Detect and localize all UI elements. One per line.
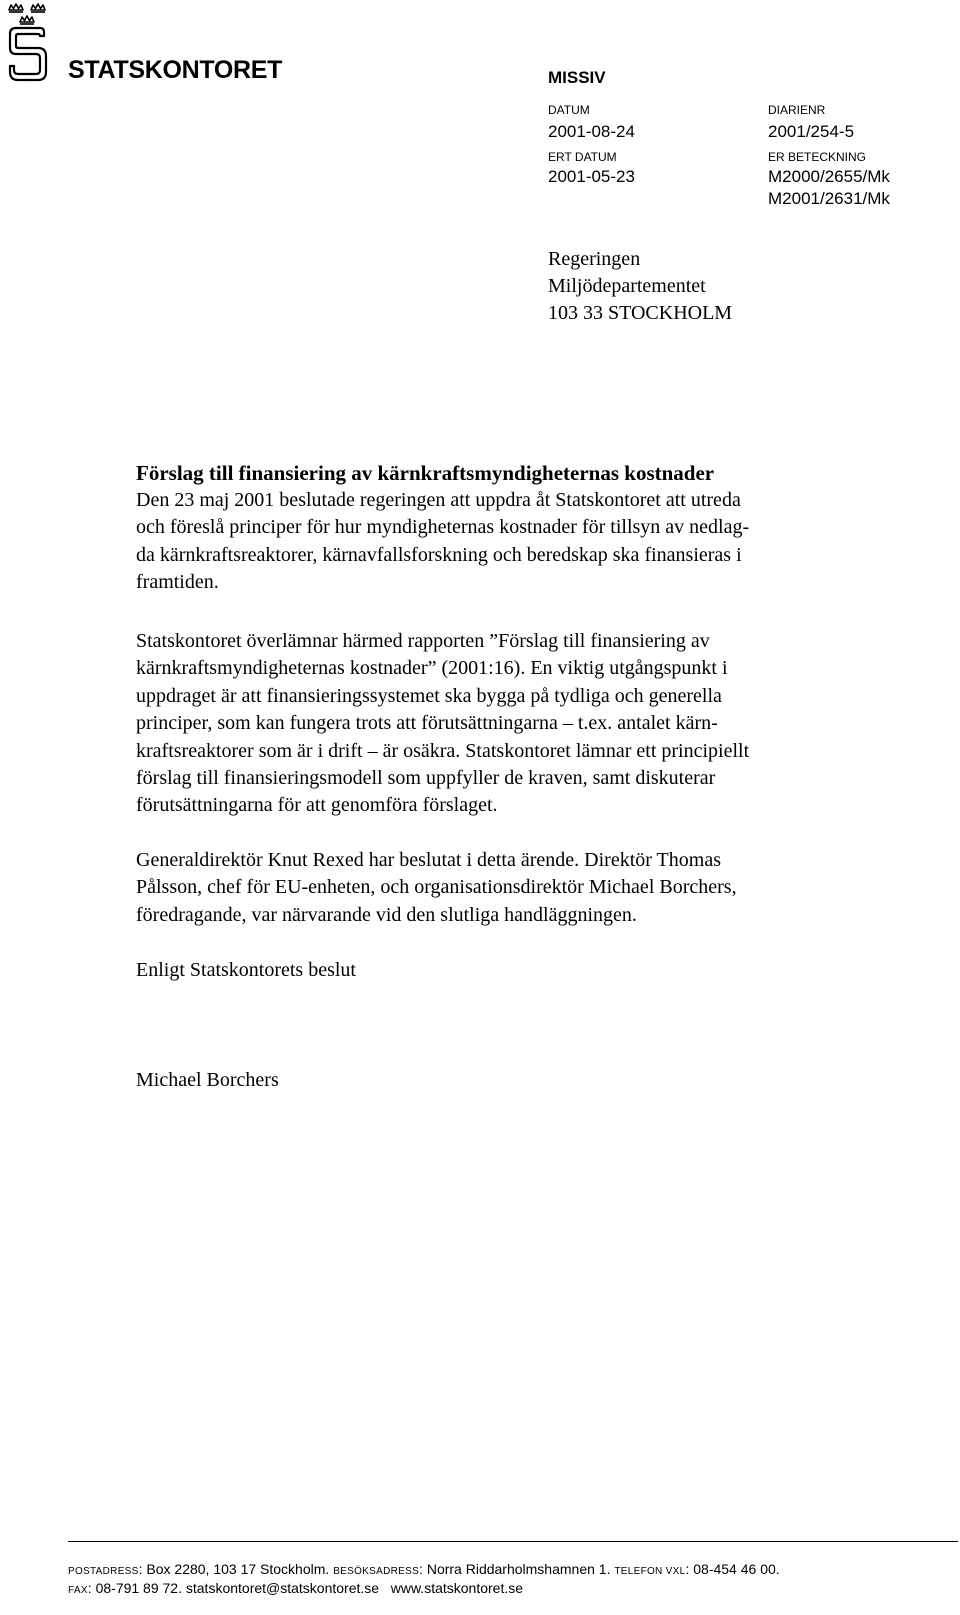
registration-number-value: 2001/254-5 [768, 122, 855, 141]
fax-value: 08-791 89 72. [95, 1580, 182, 1596]
website-link[interactable]: www.statskontoret.se [390, 1580, 524, 1596]
your-reference-value: M2000/2655/Mk [768, 167, 890, 186]
body-paragraph [136, 847, 896, 929]
date-value: 2001-08-24 [548, 122, 635, 141]
paragraph-line: uppdraget är att finansieringssystemet ska bygga på tydliga och generella [136, 684, 722, 707]
body-paragraph [136, 487, 896, 597]
paragraph-line: Pålsson, chef för EU-enheten, och organisationsdirektör Michael Borchers, [136, 876, 737, 899]
date-label: DATUM [548, 103, 590, 117]
visiting-address-label: BESÖKSADRESS [333, 1566, 420, 1577]
your-date-value: 2001-05-23 [548, 167, 635, 186]
your-date-label: ERT DATUM [548, 150, 617, 164]
document-type: MISSIV [548, 68, 606, 87]
logo-emblem-icon [6, 2, 50, 84]
paragraph-line: förslag till finansieringsmodell som uppfyller de kraven, samt diskuterar [136, 767, 716, 790]
footer-contact-line: FAX: 08-791 89 72. statskontoret@statskontoret.se www.statskontoret.se [68, 1580, 524, 1596]
paragraph-line: Den 23 maj 2001 beslutade regeringen att uppdra åt Statskontoret att utreda [136, 489, 741, 511]
paragraph-line: kärnkraftsmyndigheternas kostnader” (2001:16). En viktig utgångspunkt i [136, 657, 728, 680]
body-paragraph [136, 628, 896, 820]
phone-value: 08-454 46 00. [693, 1561, 780, 1577]
paragraph-line: Generaldirektör Knut Rexed har beslutat i detta ärende. Direktör Thomas [136, 849, 721, 871]
visiting-address-value: Norra Riddarholmshamnen 1. [426, 1561, 611, 1577]
signature-name: Michael Borchers [136, 1069, 279, 1091]
paragraph-line: förutsättningarna för att genomföra förslaget. [136, 794, 498, 817]
footer-address-line: POSTADRESS: Box 2280, 103 17 Stockholm. BESÖKSADRESS: Norra Riddarholmshamnen 1. TELEFON VXL: 08-454 46 00. [68, 1561, 780, 1577]
paragraph-line: föredragande, var närvarande vid den slutliga handläggningen. [136, 903, 637, 926]
recipient-line: Regeringen [548, 248, 641, 270]
recipient-line: Miljödepartementet [548, 275, 706, 297]
paragraph-line: principer, som kan fungera trots att förutsättningarna – t.ex. antalet kärn- [136, 712, 718, 735]
paragraph-line: och föreslå principer för hur myndigheternas kostnader för tillsyn av nedlag- [136, 516, 750, 539]
phone-label: TELEFON VXL [614, 1566, 686, 1577]
paragraph-line: kraftsreaktorer som är i drift – är osäkra. Statskontoret lämnar ett principiellt [136, 739, 750, 762]
paragraph-line: Statskontoret överlämnar härmed rapporten ”Förslag till finansiering av [136, 630, 710, 652]
recipient-address [548, 246, 732, 327]
email-link[interactable]: statskontoret@statskontoret.se [185, 1580, 380, 1596]
postal-address-value: Box 2280, 103 17 Stockholm. [146, 1561, 330, 1577]
recipient-line: 103 33 STOCKHOLM [548, 302, 733, 324]
logo-wordmark: STATSKONTORET [68, 56, 283, 84]
paragraph-line: da kärnkraftsreaktorer, kärnavfallsforskning och beredskap ska finansieras i [136, 543, 742, 566]
closing-line: Enligt Statskontorets beslut [136, 959, 356, 981]
letter-subject: Förslag till finansiering av kärnkraftsmyndigheternas kostnader [136, 461, 715, 485]
fax-label: FAX [68, 1585, 88, 1596]
footer-divider [68, 1541, 958, 1542]
postal-address-label: POSTADRESS [68, 1566, 139, 1577]
registration-number-label: DIARIENR [768, 103, 826, 117]
paragraph-line: framtiden. [136, 571, 219, 594]
your-reference-label: ER BETECKNING [768, 150, 867, 164]
your-reference-value: M2001/2631/Mk [768, 189, 890, 208]
